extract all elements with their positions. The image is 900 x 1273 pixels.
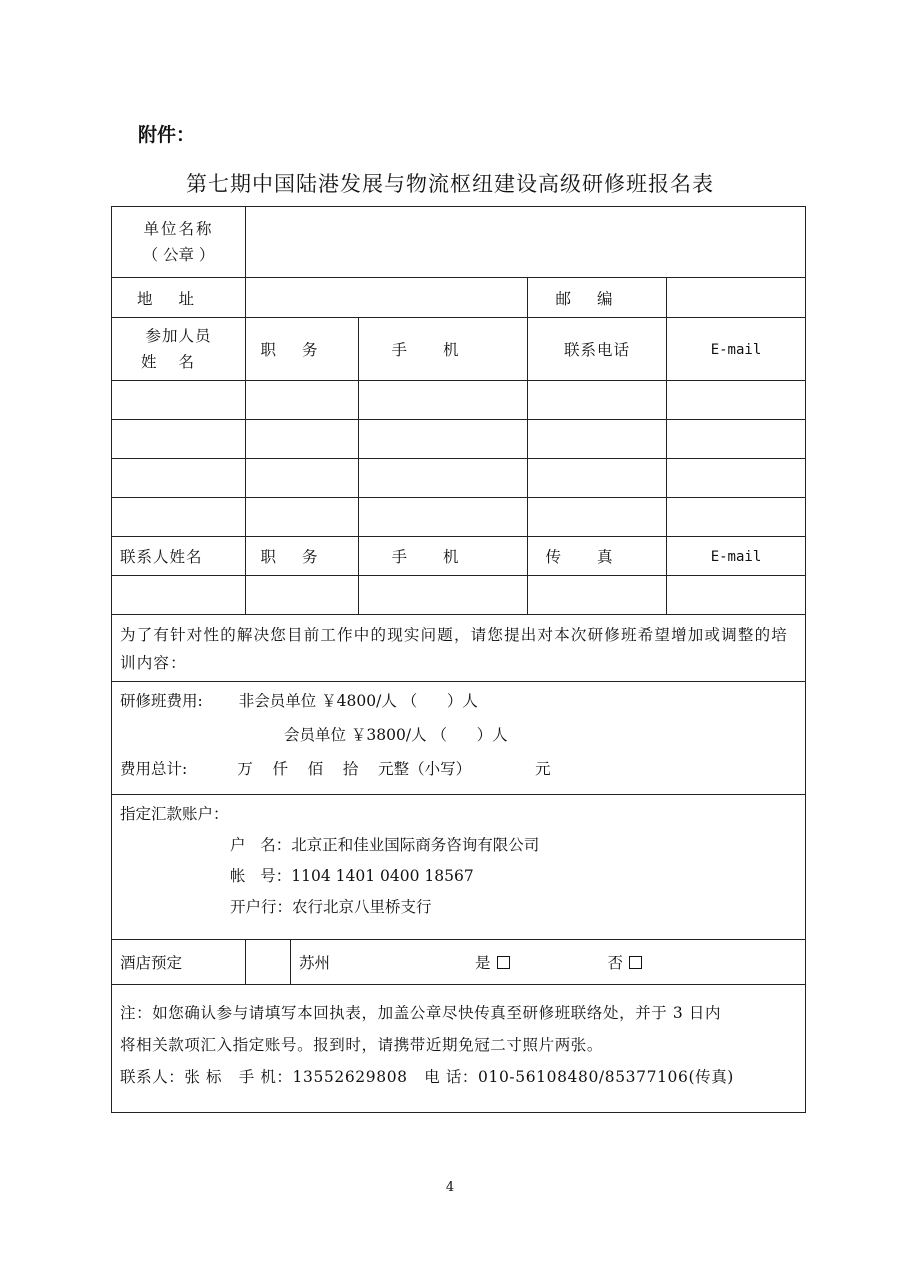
participant-email-field[interactable] [667,459,806,498]
fee-cell [112,682,806,795]
suggestion-text: 为了有针对性的解决您目前工作中的现实问题，请您提出对本次研修班希望增加或调整的培训内容： [120,626,789,672]
contact-mobile-header: 手机 [391,548,495,566]
participant-row [112,420,806,459]
participant-name-header [112,318,246,381]
fee-total-label: 费用总计: [120,760,188,778]
hotel-options-cell [246,940,806,985]
participant-mobile-field[interactable] [359,420,528,459]
participant-phone-header: 联系电话 [563,341,630,359]
postcode-field[interactable] [667,278,806,318]
registration-form-table [111,206,806,1113]
participants-header-row [112,318,806,381]
participant-row [112,459,806,498]
account-row [112,795,806,940]
participant-header-line1: 参加人员 [145,327,212,345]
participant-row [112,498,806,537]
unit-label [112,207,246,278]
hotel-yes-label: 是 [475,954,491,972]
contact-mobile-field[interactable] [359,576,528,615]
participant-phone-field[interactable] [528,459,667,498]
contact-email-header: E-mail [710,549,762,565]
postcode-label: 邮编 [555,289,639,308]
notes-line2: 将相关款项汇入指定账号。报到时，请携带近期免冠二寸照片两张。 [120,1036,604,1054]
hotel-no-label: 否 [607,954,624,972]
account-name-line: 户 名：北京正和佳业国际商务咨询有限公司 [230,836,540,854]
participant-email-field[interactable] [667,420,806,459]
account-number-line: 帐 号：1104 1401 0400 18567 [230,867,474,885]
hotel-row [112,940,806,985]
participant-mobile-field[interactable] [359,381,528,420]
participant-position-header: 职务 [260,341,344,359]
participant-phone-field[interactable] [528,420,667,459]
participant-mobile-header: 手机 [391,341,495,359]
address-field[interactable] [246,278,528,318]
participant-mobile-field[interactable] [359,498,528,537]
notes-line3: 联系人：张 标 手 机：13552629808 电 话：010-56108480/85377106(传真) [120,1068,734,1086]
hotel-label: 酒店预定 [120,954,183,972]
contact-row [112,576,806,615]
notes-cell [112,985,806,1113]
unit-label-line1: 单位名称 [143,220,214,238]
participant-phone-field[interactable] [528,498,667,537]
participant-phone-field[interactable] [528,381,667,420]
contact-fax-field[interactable] [528,576,667,615]
participant-name-field[interactable] [112,459,246,498]
contact-name-header: 联系人姓名 [120,548,203,566]
contact-header-row [112,537,806,576]
unit-row [112,207,806,278]
hotel-city: 苏州 [299,954,331,972]
contact-name-field[interactable] [112,576,246,615]
participant-position-field[interactable] [246,420,359,459]
fee-row [112,682,806,795]
hotel-yes-checkbox[interactable] [497,956,510,969]
fee-total-units[interactable]: 万 仟 佰 拾 元整（小写） 元 [237,760,551,778]
participant-name-field[interactable] [112,420,246,459]
contact-email-field[interactable] [667,576,806,615]
suggestion-row [112,615,806,682]
contact-fax-header: 传真 [545,548,649,566]
contact-position-field[interactable] [246,576,359,615]
participant-position-field[interactable] [246,381,359,420]
account-cell [112,795,806,940]
fee-member[interactable]: 会员单位 ￥3800/人 （ ）人 [284,726,508,744]
participant-position-field[interactable] [246,459,359,498]
hotel-no-checkbox[interactable] [629,956,642,969]
participant-name-field[interactable] [112,498,246,537]
contact-position-header: 职务 [260,548,344,566]
unit-label-line2: （ 公章 ） [142,246,215,264]
participant-position-field[interactable] [246,498,359,537]
form-title: 第七期中国陆港发展与物流枢纽建设高级研修班报名表 [186,172,714,196]
address-row [112,278,806,318]
notes-row [112,985,806,1113]
participant-email-field[interactable] [667,381,806,420]
participant-header-line2: 姓名 [140,353,216,371]
fee-non-member[interactable]: 非会员单位 ￥4800/人 （ ）人 [238,692,478,710]
address-label: 地址 [136,289,220,308]
page-number: 4 [445,1180,455,1195]
participant-row [112,381,806,420]
participant-email-field[interactable] [667,498,806,537]
hotel-label-cell [112,940,246,985]
notes-line1: 注：如您确认参与请填写本回执表，加盖公章尽快传真至研修班联络处，并于 3 日内 [120,1004,722,1022]
account-bank-line: 开户行：农行北京八里桥支行 [230,898,432,916]
fee-label: 研修班费用: [120,692,203,710]
account-label: 指定汇款账户： [120,805,229,823]
participant-name-field[interactable] [112,381,246,420]
unit-name-field[interactable] [246,207,806,278]
participant-mobile-field[interactable] [359,459,528,498]
attachment-label: 附件： [138,124,196,146]
suggestion-field[interactable] [112,615,806,682]
participant-email-header: E-mail [710,342,762,358]
